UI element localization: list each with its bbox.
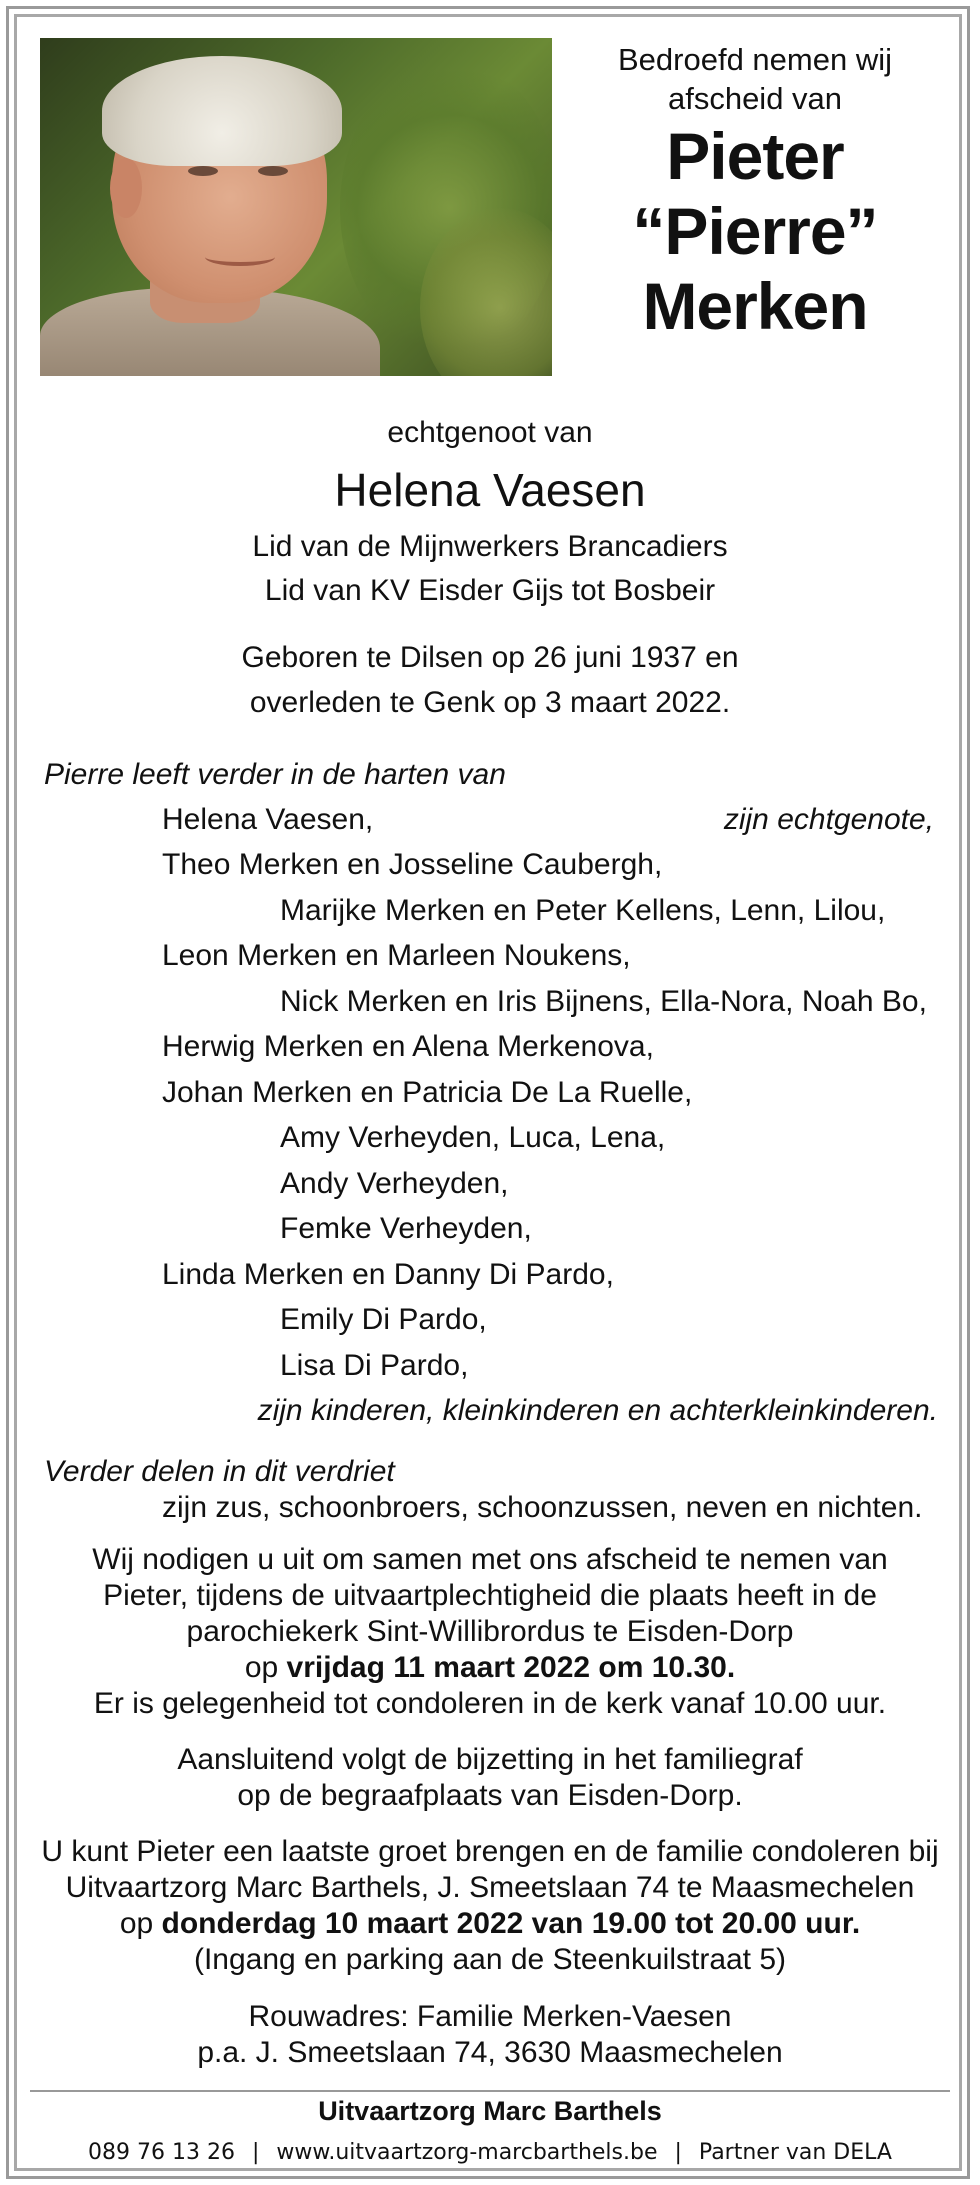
also-grieving-intro: Verder delen in dit verdriet bbox=[44, 1455, 395, 1488]
visitation-date: donderdag 10 maart 2022 van 19.00 tot 20.00 uur. bbox=[161, 1907, 861, 1940]
also-grieving: zijn zus, schoonbroers, schoonzussen, neven en nichten. bbox=[162, 1491, 923, 1524]
intro-line-2: afscheid van bbox=[667, 81, 843, 116]
survivor-line: Theo Merken en Josseline Caubergh, bbox=[162, 848, 663, 881]
footer-contact bbox=[40, 2140, 940, 2165]
deceased-first-name: Pieter bbox=[666, 119, 844, 193]
visitation-date-prefix: op bbox=[119, 1907, 154, 1940]
intro-line-1: Bedroefd nemen wij bbox=[618, 42, 892, 77]
ceremony-condolence: Er is gelegenheid tot condoleren in de kerk vanaf 10.00 uur. bbox=[93, 1687, 887, 1720]
spouse-intro: echtgenoot van bbox=[387, 416, 593, 449]
portrait-photo bbox=[40, 38, 552, 376]
footer-website-link[interactable]: www.uitvaartzorg-marcbarthels.be bbox=[276, 2140, 658, 2165]
ceremony-line: Wij nodigen u uit om samen met ons afscheid te nemen van bbox=[92, 1543, 888, 1576]
survivors-role-summary: zijn kinderen, kleinkinderen en achterkleinkinderen. bbox=[257, 1394, 938, 1427]
ceremony-line: Pieter, tijdens de uitvaartplechtigheid die plaats heeft in de bbox=[103, 1579, 877, 1612]
survivor-line: Lisa Di Pardo, bbox=[280, 1349, 469, 1382]
footer-partner: Partner van DELA bbox=[698, 2140, 892, 2165]
survivor-line: Andy Verheyden, bbox=[280, 1167, 509, 1200]
survivor-line: Amy Verheyden, Luca, Lena, bbox=[280, 1121, 666, 1154]
deceased-last-name: Merken bbox=[642, 269, 868, 343]
survivor-line: Marijke Merken en Peter Kellens, Lenn, Lilou, bbox=[280, 894, 886, 927]
footer-title: Uitvaartzorg Marc Barthels bbox=[318, 2096, 662, 2126]
burial-line: op de begraafplaats van Eisden-Dorp. bbox=[237, 1779, 743, 1812]
address-line: p.a. J. Smeetslaan 74, 3630 Maasmechelen bbox=[197, 2036, 783, 2069]
footer-phone: 089 76 13 26 bbox=[88, 2140, 235, 2165]
survivor-line: Leon Merken en Marleen Noukens, bbox=[162, 939, 631, 972]
birth-line: Geboren te Dilsen op 26 juni 1937 en bbox=[241, 641, 739, 674]
survivor-line: Linda Merken en Danny Di Pardo, bbox=[162, 1258, 614, 1291]
ceremony-date-line bbox=[40, 1651, 940, 1685]
deceased-nickname: “Pierre” bbox=[632, 194, 878, 268]
visitation-line: Uitvaartzorg Marc Barthels, J. Smeetslaan 74 te Maasmechelen bbox=[65, 1871, 915, 1904]
survivor-line: Emily Di Pardo, bbox=[280, 1303, 487, 1336]
burial-line: Aansluitend volgt de bijzetting in het familiegraf bbox=[177, 1743, 803, 1776]
survivor-line: Femke Verheyden, bbox=[280, 1212, 532, 1245]
visitation-date-line bbox=[40, 1907, 940, 1941]
survivor-spouse-role: zijn echtgenote, bbox=[723, 803, 934, 836]
death-line: overleden te Genk op 3 maart 2022. bbox=[249, 686, 731, 719]
footer-divider bbox=[30, 2090, 950, 2092]
survivor-line: Nick Merken en Iris Bijnens, Ella-Nora, Noah Bo, bbox=[280, 985, 927, 1018]
spouse-name: Helena Vaesen bbox=[334, 464, 646, 516]
membership-1: Lid van de Mijnwerkers Brancadiers bbox=[252, 530, 728, 563]
survivor-spouse: Helena Vaesen, bbox=[162, 803, 374, 836]
ceremony-date-prefix: op bbox=[244, 1651, 279, 1684]
survivor-line: Johan Merken en Patricia De La Ruelle, bbox=[162, 1076, 693, 1109]
footer-separator: | bbox=[674, 2140, 682, 2165]
visitation-note: (Ingang en parking aan de Steenkuilstraat 5) bbox=[193, 1943, 787, 1976]
ceremony-line: parochiekerk Sint-Willibrordus te Eisden-Dorp bbox=[186, 1615, 794, 1648]
survivor-line: Herwig Merken en Alena Merkenova, bbox=[162, 1030, 654, 1063]
survivors-intro: Pierre leeft verder in de harten van bbox=[44, 758, 506, 791]
address-line: Rouwadres: Familie Merken-Vaesen bbox=[248, 2000, 732, 2033]
ceremony-date: vrijdag 11 maart 2022 om 10.30. bbox=[286, 1651, 736, 1684]
intro-text bbox=[580, 40, 930, 118]
membership-2: Lid van KV Eisder Gijs tot Bosbeir bbox=[264, 574, 716, 607]
visitation-line: U kunt Pieter een laatste groet brengen en de familie condoleren bij bbox=[41, 1835, 939, 1868]
footer-separator: | bbox=[251, 2140, 260, 2165]
